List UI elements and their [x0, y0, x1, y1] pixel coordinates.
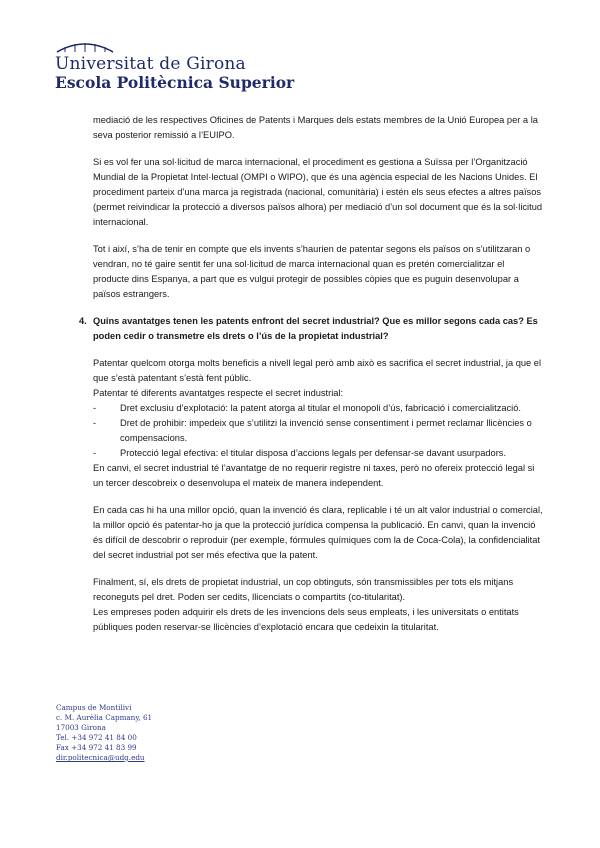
- list-item: [93, 416, 543, 446]
- paragraph-euipo: mediació de les respectives Oficines de Patents i Marques dels estats membres de la Unió Europea per a la seva posterior remissió a l’EUIPO.: [93, 115, 538, 140]
- bullet-dash: -: [93, 448, 97, 458]
- paragraph-advantages-intro: Patentar té diferents avantatges respecte el secret industrial:: [93, 388, 344, 398]
- paragraph-best-option: En cada cas hi ha una millor opció, quan la invenció és clara, replicable i té un alt valor industrial o comercial, la millor opció és patentar-ho ja que la protecció jurídica compensa la publicació. En canvi, quan la invenció és difícil de descobrir o reproduir (per exemple, fórmules químiques com la de Coca-Cola), la confidencialitat del secret industrial pot ser més efectiva que la patent.: [93, 505, 543, 560]
- paragraph-transfer: Finalment, sí, els drets de propietat industrial, un cop obtinguts, són transmissibles per tots els mitjans reconeguts pel dret. Poden ser cedits, llicenciats o compartits (co-titularitat).: [93, 577, 514, 602]
- list-item-text: Dret exclusiu d’explotació: la patent atorga al titular el monopoli d’ús, fabricació i comercialització.: [120, 403, 521, 413]
- footer-email-link[interactable]: dir.politecnica@udg.edu: [56, 753, 145, 762]
- list-item: [93, 401, 543, 416]
- question-number: 4.: [79, 316, 87, 326]
- paragraph-international-mark: Si es vol fer una sol·licitud de marca internacional, el procediment es gestiona a Suïssa per l’Organització Mundial de la Propietat Intel·lectual (OMPI o WIPO), que és una agència especial de les Nacions Unides. El procediment parteix d’una marca ja registrada (nacional, comunitària) i estén els seus efectes a altres països (permet reivindicar la protecció a diversos països alhora) per mediació d’un sol document que és la sol·licitud internacional.: [93, 157, 543, 227]
- paragraph-countries: Tot i així, s’ha de tenir en compte que els invents s’haurien de patentar segons els països on s’utilitzaran o vendran, no té gaire sentit fer una sol·licitud de marca internacional quan es pretén comercialitzar el producte dins Espanya, a part que es vulgui protegir de possibles còpies que es puguin desenvolupar a països estrangers.: [93, 244, 531, 299]
- footer-street: c. M. Aurèlia Capmany, 61: [56, 713, 153, 722]
- document-body: [79, 113, 543, 635]
- university-logo-arc-icon: [55, 40, 115, 54]
- question-text: Quins avantatges tenen les patents enfront del secret industrial? Que es millor segons cada cas? Es poden cedir o transmetre els drets o l’ús de la propietat industrial?: [93, 316, 538, 341]
- paragraph-companies: Les empreses poden adquirir els drets de les invencions dels seus empleats, i les universitats o entitats públiques poden reservar-se llicències d’explotació encara que cedeixin la titularitat.: [93, 607, 519, 632]
- paragraph-patent-benefits: Patentar quelcom otorga molts beneficis a nivell legal però amb això es sacrifica el secret industrial, ja que el que s’està patentant s’està fent públic.: [93, 358, 542, 383]
- footer-fax: Fax +34 972 41 83 99: [56, 743, 137, 752]
- question-4: [79, 314, 543, 344]
- bullet-dash: -: [93, 418, 97, 428]
- footer-address: [56, 703, 152, 763]
- footer-city: 17003 Girona: [56, 723, 106, 732]
- list-item: [93, 446, 543, 461]
- footer-campus: Campus de Montilivi: [56, 703, 132, 712]
- advantages-list: [93, 401, 543, 461]
- paragraph-trade-secret: En canvi, el secret industrial té l’avantatge de no requerir registre ni taxes, però no ofereix protecció legal si un tercer descobreix o desenvolupa el mateix de manera independent.: [93, 463, 535, 488]
- list-item-text: Dret de prohibir: impedeix que s’utilitzi la invenció sense consentiment i permet reclamar llicències o compensacions.: [120, 418, 532, 443]
- school-name: Escola Politècnica Superior: [55, 73, 295, 92]
- list-item-text: Protecció legal efectiva: el titular disposa d’accions legals per defensar-se davant usurpadors.: [120, 448, 507, 458]
- university-name: Universitat de Girona: [55, 54, 246, 74]
- footer-phone: Tel. +34 972 41 84 00: [56, 733, 137, 742]
- bullet-dash: -: [93, 403, 97, 413]
